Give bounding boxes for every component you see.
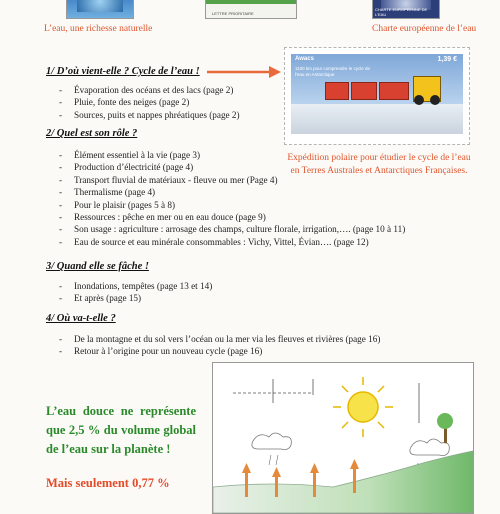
list-item: - Pour le plaisir (pages 5 à 8) <box>74 199 405 211</box>
section-heading-number: 2/ Quel est son rôle ? <box>46 128 138 139</box>
stamp-right-text: CHARTE EUROPÉENNE DE L'EAU <box>375 7 428 17</box>
polar-expedition-stamp <box>284 47 470 145</box>
stamp-price: 1,39 € <box>437 56 457 63</box>
list-item: - Thermalisme (page 4) <box>74 186 405 198</box>
list-item: - Transport fluvial de matériaux - fleuve ou mer (Page 4) <box>74 174 405 186</box>
section-list-destination <box>74 333 380 358</box>
list-item: - Pluie, fonte des neiges (page 2) <box>74 96 240 108</box>
caption-water-charter: Charte européenne de l’eau <box>372 24 477 34</box>
freshwater-callout-red: Mais seulement 0,77 % <box>46 476 170 490</box>
sled-wagon <box>379 82 409 100</box>
section-heading-number: 1/ D’où vient-elle ? <box>46 66 130 77</box>
section-heading-origin <box>46 66 200 77</box>
tractor-icon <box>413 76 441 102</box>
freshwater-callout: L’eau douce ne représente que 2,5 % du volume global de l’eau sur la planète ! <box>46 404 196 456</box>
list-item: - Sources, puits et nappes phréatiques (page 2) <box>74 109 240 121</box>
arrow-to-stamp-icon <box>205 64 283 80</box>
water-cycle-illustration <box>213 363 473 513</box>
list-item: - Retour à l’origine pour un nouveau cycle (page 16) <box>74 345 380 357</box>
list-item: - De la montagne et du sol vers l’océan ou la mer via les fleuves et rivières (page 16) <box>74 333 380 345</box>
section-heading-anger <box>46 261 149 272</box>
section-list-origin <box>74 84 240 121</box>
stamp-european-water-charter <box>372 0 440 19</box>
section-list-anger <box>74 280 212 305</box>
water-cycle-diagram <box>212 362 474 514</box>
polar-stamp-caption: Expédition polaire pour étudier le cycle de l’eau en Terres Australes et Antarctiques Françaises. <box>287 153 471 176</box>
list-item: - Son usage : agriculture : arrosage des champs, culture florale, irrigation,…. (page 10 à 11) <box>74 223 405 235</box>
sun-icon <box>333 377 393 437</box>
list-item: - Élément essentiel à la vie (page 3) <box>74 149 405 161</box>
list-item: - Ressources : pêche en mer ou en eau douce (page 9) <box>74 211 405 223</box>
cloud-icon <box>252 433 449 456</box>
section-list-role <box>74 149 405 248</box>
list-item: - Eau de source et eau minérale consommables : Vichy, Vittel, Évian…. (page 12) <box>74 236 405 248</box>
list-item: - Évaporation des océans et des lacs (page 2) <box>74 84 240 96</box>
sled-wagon <box>325 82 349 100</box>
stamp-title: 1100 km pour comprendre le cycle de l'eau en Antarctique <box>295 66 370 77</box>
stamp-middle-text: LETTRE PRIORITAIRE <box>212 11 254 16</box>
stamp-priority-letter <box>205 0 297 19</box>
section-heading-number: 4/ Où va-t-elle ? <box>46 313 116 324</box>
sled-wagon <box>351 82 377 100</box>
list-item: - Et après (page 15) <box>74 292 212 304</box>
section-heading-text: Cycle de l’eau ! <box>129 66 200 77</box>
stamp-brand: Awacs <box>295 56 314 62</box>
section-heading-role <box>46 128 137 139</box>
tree-icon <box>437 413 453 443</box>
section-heading-destination <box>46 313 116 324</box>
section-heading-number: 3/ Quand elle se fâche ! <box>46 261 149 272</box>
stamp-water-resource <box>66 0 134 19</box>
list-item: - Inondations, tempêtes (page 13 et 14) <box>74 280 212 292</box>
caption-water-resource: L’eau, une richesse naturelle <box>44 24 153 34</box>
list-item: - Production d’électricité (page 4) <box>74 161 405 173</box>
